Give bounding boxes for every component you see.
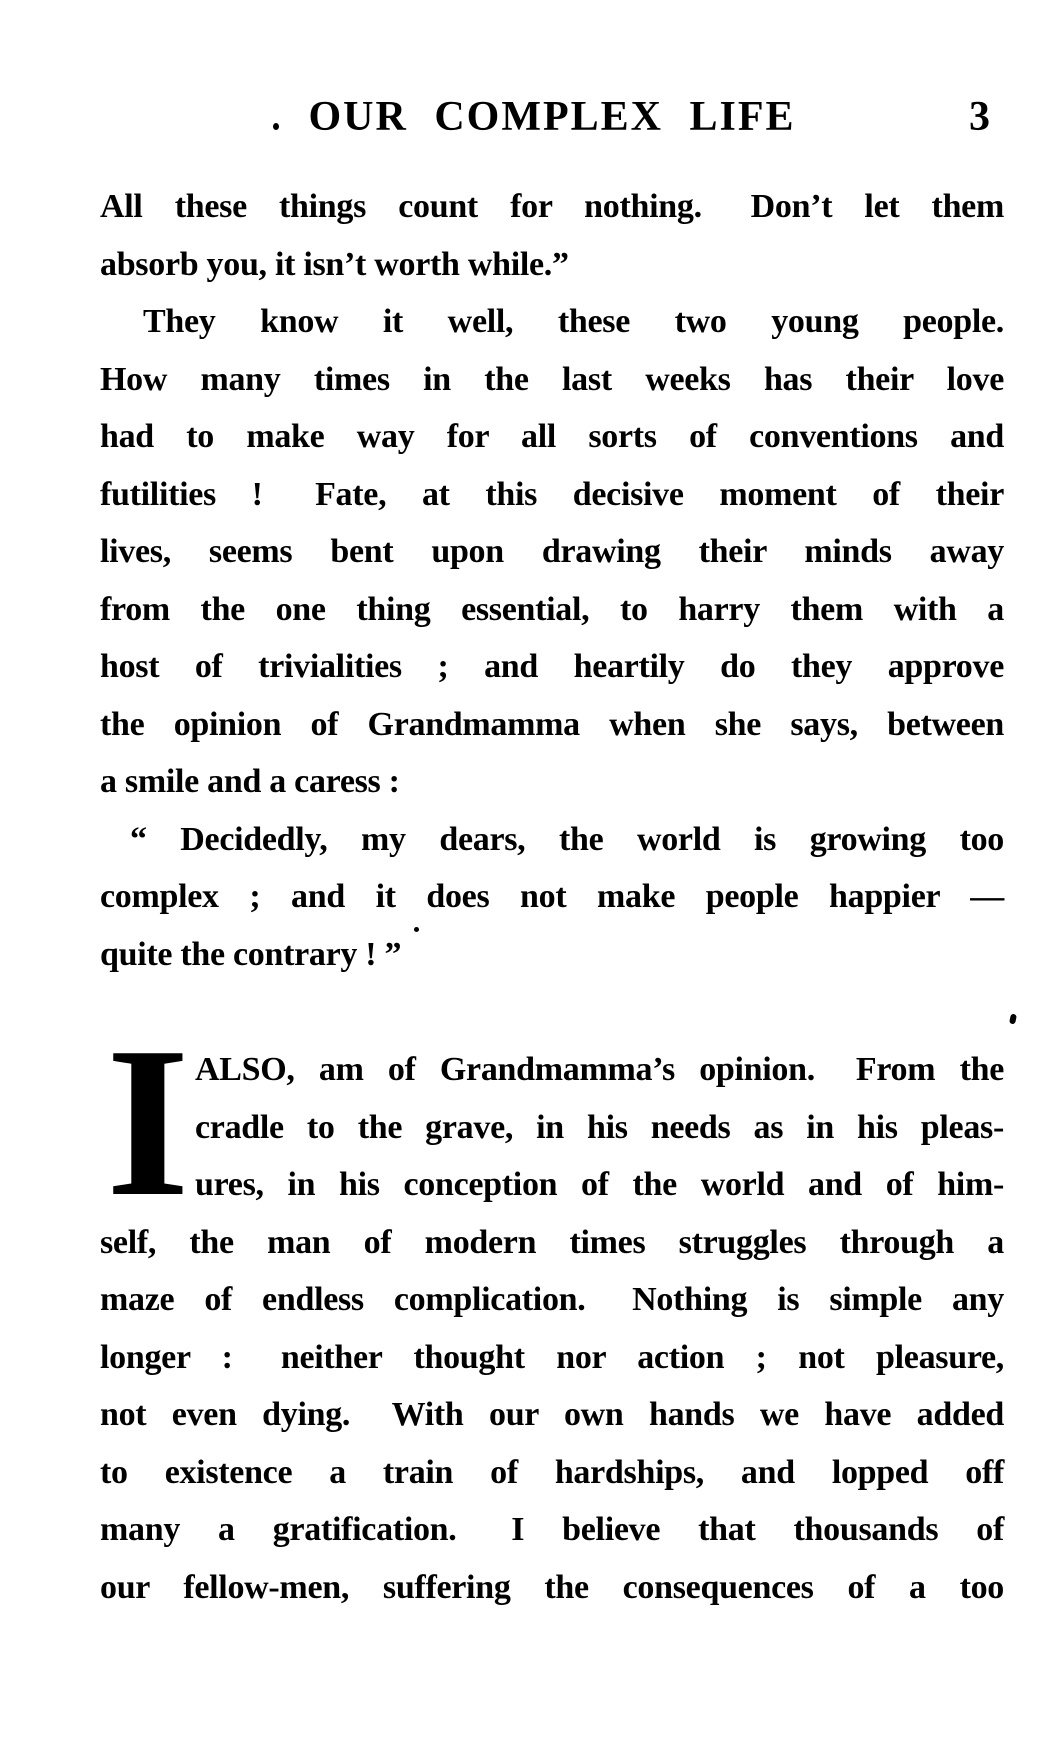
scan-artifact [273, 123, 279, 130]
paragraph [100, 811, 1004, 984]
text-line: not even dying. With our own hands we have added [100, 1396, 1004, 1433]
drop-cap-section [100, 1002, 1004, 1616]
scan-artifact [414, 927, 419, 932]
text-line: futilities ! Fate, at this decisive moment of their [100, 475, 1004, 513]
text-line: a smile and a caress : [100, 763, 400, 800]
text-line: ALSO, am of Grandmamma’s opinion. From the [195, 1051, 1004, 1088]
paragraph [100, 293, 1004, 811]
running-header-title: OUR COMPLEX LIFE [308, 94, 796, 140]
text-line: How many times in the last weeks has their love [100, 360, 1004, 398]
text-line: lives, seems bent upon drawing their minds away [100, 533, 1004, 570]
text-line: to existence a train of hardships, and lopped off [100, 1453, 1004, 1491]
text-line: complex ; and it does not make people happier — [100, 878, 1004, 915]
text-line: absorb you, it isn’t worth while.” [100, 245, 569, 283]
text-line: self, the man of modern times struggles through a [100, 1223, 1004, 1261]
text-line: the opinion of Grandmamma when she says, between [100, 705, 1004, 743]
text-line: longer : neither thought nor action ; not pleasure, [100, 1338, 1004, 1376]
text-line: They know it well, these two young people. [143, 303, 1004, 340]
section-lines-container [100, 1041, 1004, 1616]
text-line: many a gratification. I believe that thousands of [100, 1511, 1004, 1548]
running-header [100, 94, 1004, 141]
paragraphs-container [100, 178, 1004, 983]
text-line: our fellow-men, suffering the consequences of a too [100, 1568, 1004, 1606]
text-line: maze of endless complication. Nothing is simple any [100, 1281, 1004, 1318]
text-line: had to make way for all sorts of conventions and [100, 418, 1004, 455]
scan-artifact [1009, 1013, 1017, 1024]
page-number: 3 [969, 94, 990, 140]
text-line: cradle to the grave, in his needs as in his pleas- [195, 1108, 1004, 1146]
text-line: ures, in his conception of the world and of him- [195, 1166, 1004, 1203]
text-line: All these things count for nothing. Don’t let them [100, 188, 1004, 225]
text-block [100, 178, 1004, 1616]
text-line: “ Decidedly, my dears, the world is growing too [130, 820, 1004, 858]
text-line: from the one thing essential, to harry them with a [100, 590, 1004, 628]
text-line: quite the contrary ! ” [100, 935, 402, 973]
drop-cap-letter: I [106, 1002, 190, 1241]
text-line: host of trivialities ; and heartily do they approve [100, 648, 1004, 685]
paragraph [100, 178, 1004, 293]
